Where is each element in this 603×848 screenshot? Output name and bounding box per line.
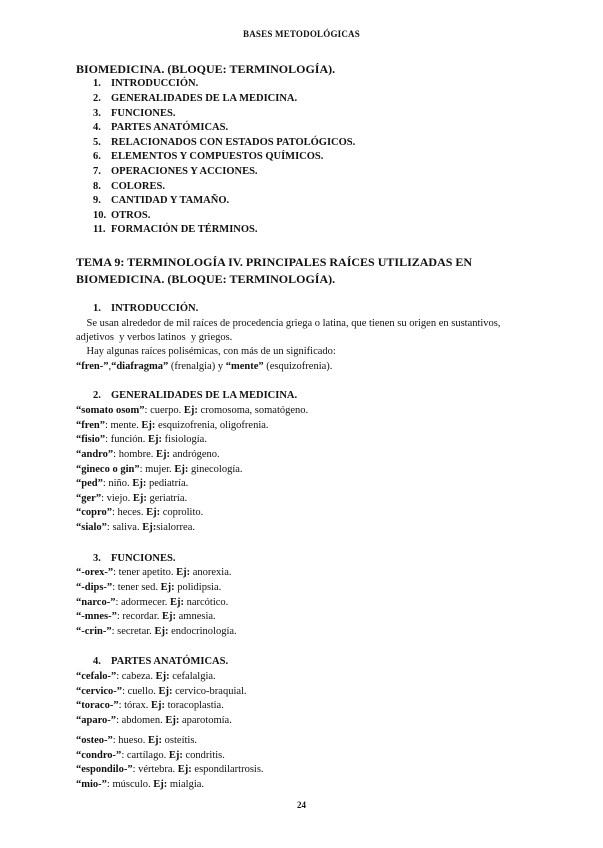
- intro-example-line: “fren-”,“diafragma” (frenalgia) y “mente” (esquizofrenia).: [76, 361, 333, 372]
- intro-paragraph-line: Hay algunas raíces polisémicas, con más de un significado:: [76, 346, 336, 357]
- term-entry: “osteo-”: hueso. Ej: osteítis.: [76, 735, 198, 746]
- term-entry: “cefalo-”: cabeza. Ej: cefalalgia.: [76, 671, 216, 682]
- section-heading: 1. INTRODUCCIÓN.: [93, 303, 199, 314]
- outline-item: 6. ELEMENTOS Y COMPUESTOS QUÍMICOS.: [93, 151, 324, 162]
- term-entry: “copro”: heces. Ej: coprolito.: [76, 507, 204, 518]
- running-header: BASES METODOLÓGICAS: [243, 29, 360, 39]
- outline-item: 4. PARTES ANATÓMICAS.: [93, 122, 229, 133]
- term-entry: “fren”: mente. Ej: esquizofrenia, oligofrenia.: [76, 420, 269, 431]
- term-entry: “sialo”: saliva. Ej:sialorrea.: [76, 522, 195, 533]
- outline-item: 9. CANTIDAD Y TAMAÑO.: [93, 195, 230, 206]
- term-entry: “mio-”: músculo. Ej: mialgia.: [76, 779, 205, 790]
- term-entry: “ped”: niño. Ej: pediatría.: [76, 478, 189, 489]
- term-entry: “-crin-”: secretar. Ej: endocrinología.: [76, 626, 237, 637]
- section-heading: 4. PARTES ANATÓMICAS.: [93, 656, 229, 667]
- outline-item: 7. OPERACIONES Y ACCIONES.: [93, 166, 258, 177]
- term-entry: “andro”: hombre. Ej: andrógeno.: [76, 449, 220, 460]
- outline-item: 3. FUNCIONES.: [93, 108, 176, 119]
- outline-item: 2. GENERALIDADES DE LA MEDICINA.: [93, 93, 298, 104]
- term-entry: “ger”: viejo. Ej: geriatría.: [76, 493, 188, 504]
- term-entry: “cervico-”: cuello. Ej: cervico-braquial.: [76, 686, 247, 697]
- intro-paragraph-line: Se usan alrededor de mil raíces de procedencia griega o latina, que tienen su origen en sustantivos,: [76, 318, 501, 329]
- term-entry: “narco-”: adormecer. Ej: narcótico.: [76, 597, 229, 608]
- block-title: BIOMEDICINA. (BLOQUE: TERMINOLOGÍA).: [76, 62, 336, 76]
- tema-title-line-1: TEMA 9: TERMINOLOGÍA IV. PRINCIPALES RAÍCES UTILIZADAS EN: [76, 255, 473, 269]
- term-entry: “aparo-”: abdomen. Ej: aparotomía.: [76, 715, 232, 726]
- intro-paragraph-line: adjetivos y verbos latinos y griegos.: [76, 332, 233, 343]
- outline-item: 11. FORMACIÓN DE TÉRMINOS.: [93, 224, 258, 235]
- term-entry: “-dips-”: tener sed. Ej: polidipsia.: [76, 582, 222, 593]
- term-entry: “fisio”: función. Ej: fisiología.: [76, 434, 207, 445]
- term-entry: “-orex-”: tener apetito. Ej: anorexia.: [76, 567, 232, 578]
- term-entry: “toraco-”: tórax. Ej: toracoplastia.: [76, 700, 224, 711]
- section-heading: 3. FUNCIONES.: [93, 553, 176, 564]
- term-entry: “-mnes-”: recordar. Ej: amnesia.: [76, 611, 216, 622]
- page-number: 24: [297, 800, 306, 810]
- term-entry: “somato osom”: cuerpo. Ej: cromosoma, somatógeno.: [76, 405, 309, 416]
- outline-item: 5. RELACIONADOS CON ESTADOS PATOLÓGICOS.: [93, 137, 356, 148]
- section-heading: 2. GENERALIDADES DE LA MEDICINA.: [93, 390, 298, 401]
- term-entry: “condro-”: cartílago. Ej: condritis.: [76, 750, 225, 761]
- term-entry: “espondilo-”: vértebra. Ej: espondilartrosis.: [76, 764, 264, 775]
- outline-item: 10. OTROS.: [93, 210, 151, 221]
- outline-item: 1. INTRODUCCIÓN.: [93, 78, 199, 89]
- term-entry: “gineco o gin”: mujer. Ej: ginecología.: [76, 464, 243, 475]
- outline-item: 8. COLORES.: [93, 181, 165, 192]
- tema-title-line-2: BIOMEDICINA. (BLOQUE: TERMINOLOGÍA).: [76, 272, 336, 286]
